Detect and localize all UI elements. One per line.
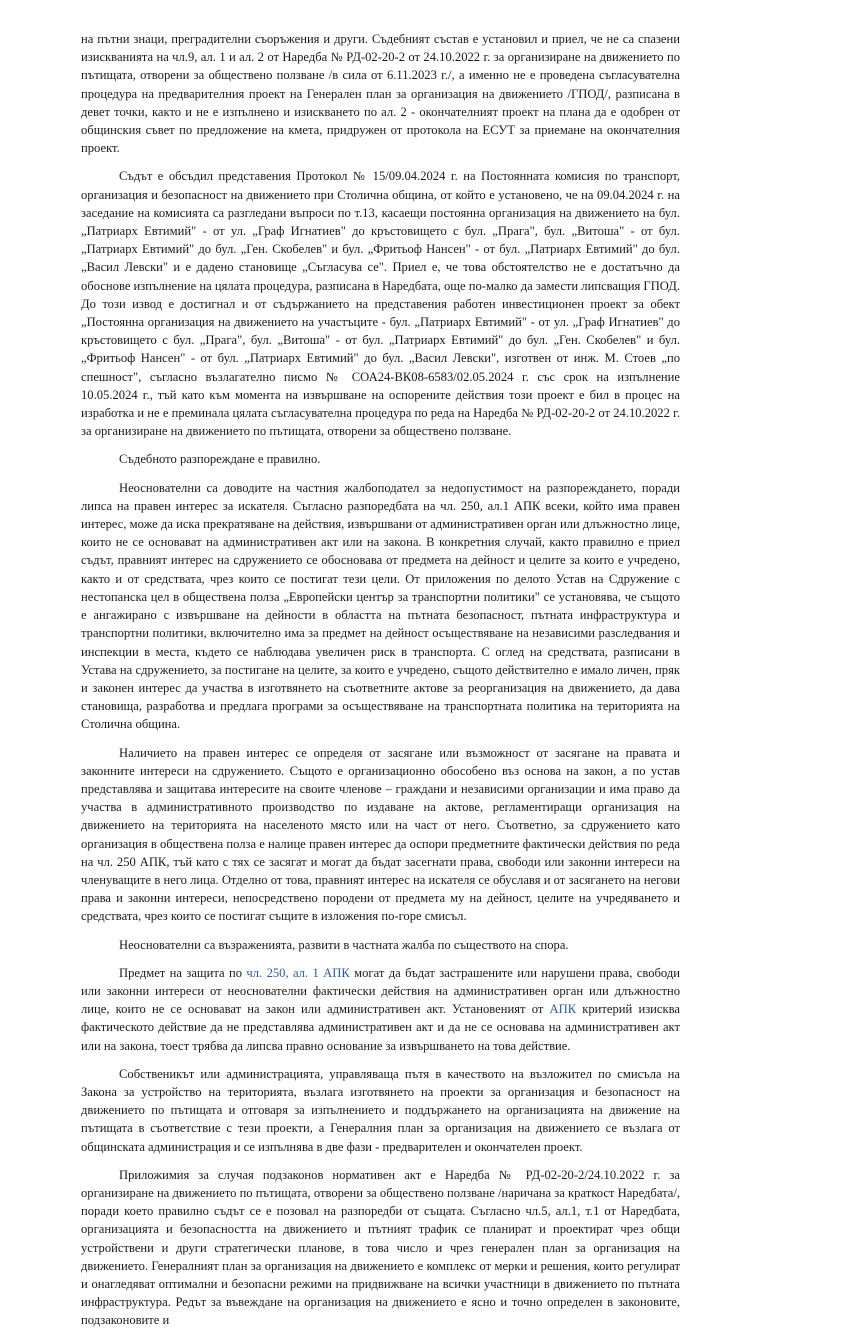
paragraph-5: Наличието на правен интерес се определя от засягане или възможност от засягане на правата и законните интереси на сдружението. Същото е организационно обособено въз основа на закон, а по устав представлява и защитава интересите на своите членове – граждани и независими организации и има право да участва в административното производство по издаване на актове, регламентиращи организация на движението на територията на населеното място или на част от него. Съответно, за сдружението като организация в обществена полза е налице правен интерес да оспори предметните фактически действия по реда на чл. 250 АПК, тъй като с тях се засягат и могат да бъдат засегнати права, свободи или законни интереси на членуващите в него лица. Отделно от това, правният интерес на искателя се обуславя и от засягането на негови права и законни интереси, непосредствено породени от предмета му на дейност, целите на учредяването и средствата, чрез които се постигат същите в изложения по-горе смисъл.: [81, 745, 680, 924]
paragraph-7-text-b: могат да бъдат застрашените или нарушени права, свободи или законни интереси от неоснователни фактически действия на административен орган или длъжностно лице, които не се основават на закон или административен акт. Установеният от: [81, 965, 680, 1017]
paragraph-6: Неоснователни са възраженията, развити в частната жалба по съществото на спора.: [119, 937, 569, 952]
apk-article-250-link[interactable]: чл. 250, ал. 1 АПК: [246, 965, 350, 980]
paragraph-3: Съдебното разпореждане е правилно.: [119, 452, 321, 467]
paragraph-2: Съдът е обсъдил представения Протокол № 15/09.04.2024 г. на Постоянната комисия по транспорт, организация и безопасност на движението при Столична община, от който е установено, че на 09.04.2024 г. на заседание на комисията са разгледани въпроси по т.13, касаещи постоянна организация на движението на бул. „Патриарх Евтимий" - от ул. „Граф Игнатиев" до кръстовището с бул. „Прага", бул. „Витоша" - от бул. „Патриарх Евтимий" до бул. „Ген. Скобелев" и бул. „Фритьоф Нансен" - от бул. „Патриарх Евтимий" до бул. „Васил Левски" и е дадено становище „Съгласува се". Приел е, че това обстоятелство не е достатъчно да обоснове изпълнение на цялата процедура, разписана в Наредбата, още по-малко да замести липсващия ГПОД. До този извод е достигнал и от съдържанието на представения работен инвестиционен проект за обект „Постоянна организация на движението на участъците - бул. „Патриарх Евтимий" - от ул. „Граф Игнатиев" до кръстовището с бул. „Прага", бул. „Витоша" - от бул. „Патриарх Евтимий" до бул. „Ген. Скобелев" и бул. „Фритьоф Нансен" - от бул. „Патриарх Евтимий" до бул. „Васил Левски", изготвен от инж. М. Стоев „по спешност", съгласно възлагателно писмо № СОА24-ВК08-6583/02.05.2024 г. със срок на изпълнение 10.05.2024 г., тъй като към момента на извършване на оспорените действия този проект е бил в процес на изработка и не е преминала цялата съгласувателна процедура по реда на Наредба № РД-02-20-2 от 24.10.2022 г. за организиране на движението по пътищата, отворени за обществено ползване.: [81, 169, 680, 439]
paragraph-9: Приложимия за случая подзаконов нормативен акт е Наредба № РД-02-20-2/24.10.2022 г. за организиране на движението по пътищата, отворени за обществено ползване /наричана за краткост Наредбата/, поради което правилно съдът се е позовал на разпоредби от същата. Съгласно чл.5, ал.1, т.1 от Наредбата, организацията и безопасността на движението и пътният трафик се планират и проектират чрез общи устройствени и други стратегически планове, в това число и чрез генерален план за организация на движението. Генералният план за организация на движението е комплекс от мерки и решения, които регулират и онагледяват оптимални и безопасни режими на придвижване на всички участници в движението по пътната инфраструктура. Редът за въвеждане на организация на движението е ясно и точно определен в законовите, подзаконовите и: [81, 1167, 680, 1328]
paragraph-8: Собственикът или администрацията, управляваща пътя в качеството на възложител по смисъла на Закона за устройство на територията, възлага изготвянето на проекти за организация и безопасност на движението по пътищата и отговаря за изпълнението и поддържането на организацията на движение на пътищата в съответствие с тези проекти, а Генералния план за организация на движението се възлага от общинската администрация и се изпълнява в две фази - предварителен и окончателен проект.: [81, 1066, 680, 1154]
paragraph-7-text-a: Предмет на защита по: [119, 965, 247, 980]
paragraph-7: [81, 964, 680, 1055]
apk-link[interactable]: АПК: [549, 1002, 577, 1017]
paragraph-4: Неоснователни са доводите на частния жалбоподател за недопустимост на разпореждането, поради липса на правен интерес за искателя. Съгласно разпоредбата на чл. 250, ал.1 АПК всеки, който има правен интерес, може да иска прекратяване на действия, извършвани от административен орган или длъжностно лице, които не се основават на административен акт или на закона. В конкретния случай, както правилно е приел съдът, правният интерес на сдружението се обосновава от предмета на дейност и целите за които е учредено, както и от средствата, чрез които се постигат тези цели. От приложения по делото Устав на Сдружение с нестопанска цел в обществена полза „Европейски център за транспортни политики" се установява, че същото е ангажирано с извършване на дейности в областта на пътната безопасност, пътната инфраструктура и транспортни политики, включително има за предмет на дейност осъществяване на независими разследвания и инспекции в места, където се наблюдава увеличен риск в транспорта. С оглед на средствата, разписани в Устава на сдружението, за постигане на целите, за които е учредено, същото действително е имало личен, пряк и законен интерес да участва в изготвянето на съответните актове за реорганизация на движението, да дава становища, разработва и предлага програми за осъществяване на транспортната политика на територията на Столична община.: [81, 480, 680, 732]
paragraph-7-text-c: критерий изисква фактическото действие да не представлява административен акт и да не се основава на административен акт или на закона, тоест трябва да липсва правно основание за извършването на това действие.: [81, 1002, 680, 1053]
paragraph-1: на пътни знаци, преградителни съоръжения и други. Съдебният състав е установил и приел, че не са спазени изискванията на чл.9, ал. 1 и ал. 2 от Наредба № РД-02-20-2 от 24.10.2022 г. за организиране на движението по пътищата, отворени за обществено ползване /в сила от 6.11.2023 г./, а именно не е проведена съгласувателна процедура на предварителния проект на Генерален план за организация на движението /ГПОД/, разписана в девет точки, както и не е изпълнено и изискването по ал. 2 - окончателният проект на плана да е одобрен от общинския съвет по предложение на кмета, придружен от протокола на ЕСУТ за приемане на окончателния проект.: [81, 32, 680, 156]
